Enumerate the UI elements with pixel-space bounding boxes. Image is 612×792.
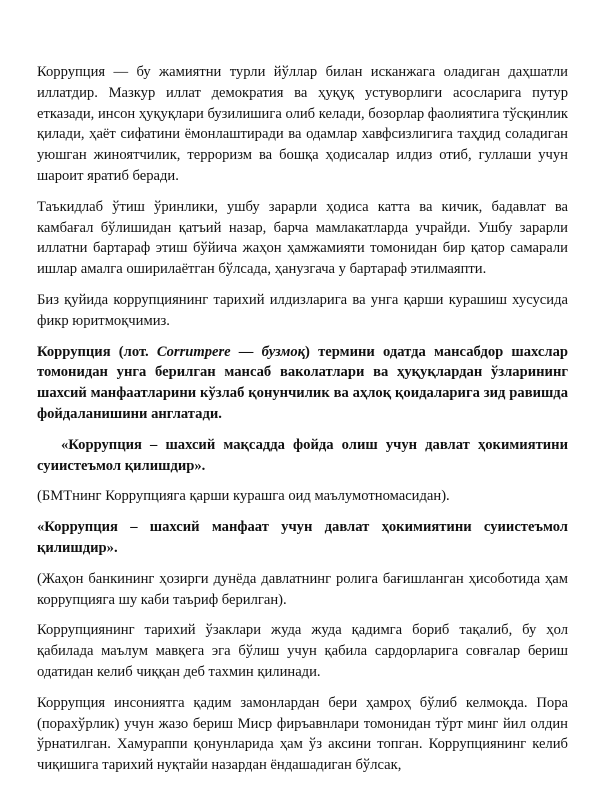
paragraph-intro: Коррупция — бу жамиятни турли йўллар билан исканжага оладиган даҳшатли иллатдир. Мазкур иллат демократия ва ҳуқуқ устуворлиги асосларига путур етказади, инсон ҳуқуқлари бузилишига олиб келади, бозорлар фаолиятига тўсқинлик қилади, ҳаёт сифатини ёмонлаштиради ва одамлар хавфсизлигига таҳдид соладиган уюшган жиноятчилик, терроризм ва бошқа ҳодисалар илдиз отиб, гуллаши учун шароит яратиб беради. <box>37 64 568 184</box>
source-world-bank: (Жаҳон банкининг ҳозирги дунёда давлатнинг ролига бағишланган ҳисоботида ҳам коррупцияга шу каби таъриф берилган). <box>37 570 568 608</box>
source-un: (БМТнинг Коррупцияга қарши курашга оид маълумотномасидан). <box>37 488 450 505</box>
paragraph-definition <box>37 342 568 425</box>
paragraph-global-presence: Таъкидлаб ўтиш ўринлики, ушбу зарарли ҳодиса катта ва кичик, бадавлат ва камбағал бўлишидан қатъий назар, барча мамлакатларда учрайди. Ушбу зарарли иллатни бартараф этиш бўйича жаҳон ҳамжамияти томонидан бир қатор самарали ишлар амалга оширилаётган бўлсада, ҳанузгача у бартараф этилмаяпти. <box>37 198 568 278</box>
quote-world-bank-definition: «Коррупция – шахсий манфаат учун давлат ҳокимиятини суиистеъмол қилишдир». <box>37 519 568 556</box>
paragraph-historical-roots: Коррупциянинг тарихий ўзаклари жуда жуда қадимга бориб тақалиб, бу ҳол қабилада маълум мавқега эга бўлиш учун қабила сардорларига совғалар бериш одатидан келиб чиққан деб тахмин қилинади. <box>37 622 568 680</box>
paragraph-purpose: Биз қуйида коррупциянинг тарихий илдизларига ва унга қарши курашиш хусусида фикр юритмоқчимиз. <box>37 291 568 329</box>
paragraph-ancient-history: Коррупция инсониятга қадим замонлардан бери ҳамроҳ бўлиб келмоқда. Пора (порахўрлик) учун жазо бериш Миср фиръавнлари томонидан тўрт минг йил олдин ўрнатилган. Хамураппи қонунларида ҳам ўз аксини топган. Коррупциянинг келиб чиқишига тарихий нуқтайи назардан ёндашадиган бўлсак, <box>37 694 568 774</box>
quote-un-definition: «Коррупция – шахсий мақсадда фойда олиш учун давлат ҳокимиятини суиистеъмол қилишдир». <box>37 436 568 474</box>
definition-latin-term: Corrumpere — бузмоқ <box>156 343 306 360</box>
document-page <box>37 62 568 786</box>
definition-body: ) термини одатда мансабдор шахслар томонидан унга берилган мансаб ваколатлари ва ҳуқуқлардан ўзларининг шахсий манфаатларини кўзлаб қонунчилик ва аҳлоқ қоидаларига зид равишда фойдаланишини англатади. <box>37 343 569 422</box>
definition-lead: Коррупция (лот. <box>37 343 149 360</box>
